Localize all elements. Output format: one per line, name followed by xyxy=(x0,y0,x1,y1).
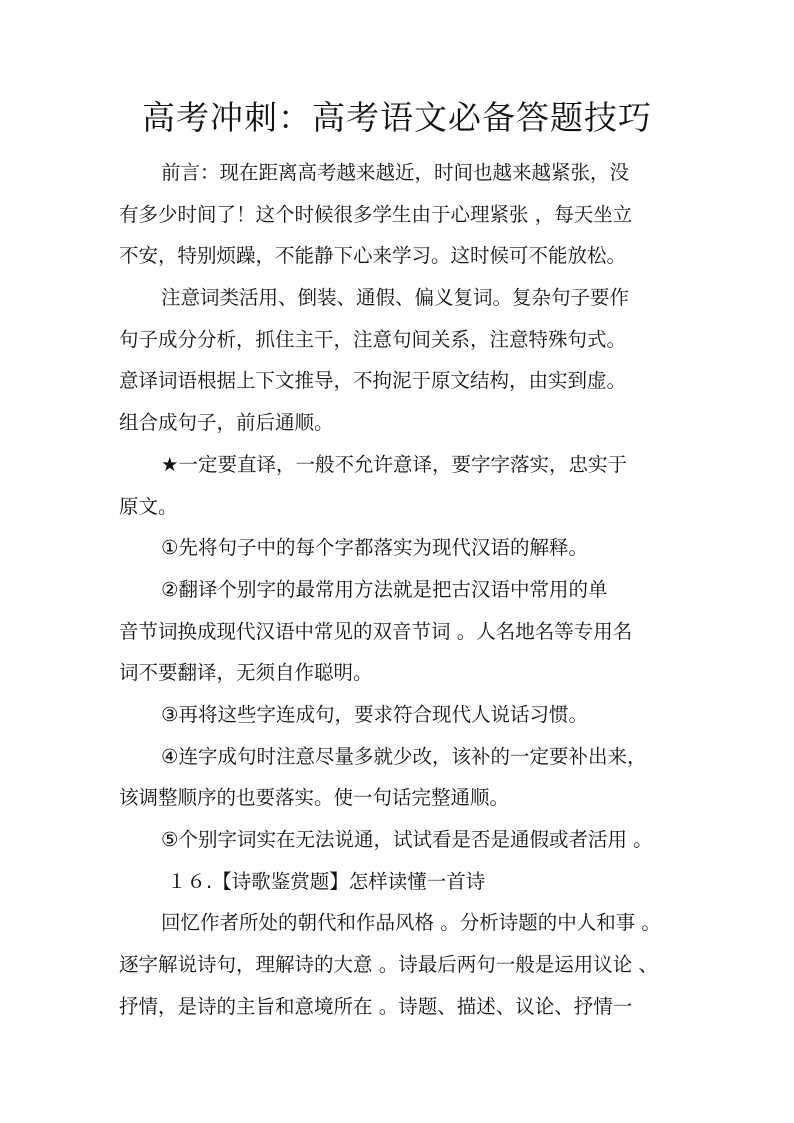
paragraph-line: ②翻译个别字的最常用方法就是把古汉语中常用的单 xyxy=(161,577,608,601)
paragraph-line: 词不要翻译，无须自作聪明。 xyxy=(119,661,373,685)
document-title: 高考冲刺：高考语文必备答题技巧 xyxy=(142,98,652,137)
paragraph-line: 句子成分分析，抓住主干，注意句间关系，注意特殊句式。 xyxy=(119,327,627,351)
paragraph-line: ④连字成句时注意尽量多就少改，该补的一定要补出来， xyxy=(161,744,647,768)
paragraph-line: ③再将这些字连成句，要求符合现代人说话习惯。 xyxy=(161,702,588,726)
document-body xyxy=(119,152,689,1027)
paragraph-line: 注意词类活用、倒装、通假、偏义复词。复杂句子要作 xyxy=(161,286,630,310)
paragraph-line: 有多少时间了！这个时候很多学生由于心理紧张 ，每天坐立 xyxy=(119,202,633,226)
paragraph-line: 原文。 xyxy=(119,494,178,518)
paragraph-line: 抒情，是诗的主旨和意境所在 。诗题、描述、议论、抒情一 xyxy=(119,994,633,1018)
paragraph-line: 不安，特别烦躁，不能静下心来学习。这时候可不能放松。 xyxy=(119,244,627,268)
paragraph-line: ★一定要直译，一般不允许意译，要字字落实，忠实于 xyxy=(161,452,627,476)
paragraph-line: 该调整顺序的也要落实。使一句话完整通顺。 xyxy=(119,786,510,810)
paragraph-line: 音节词换成现代汉语中常见的双音节词 。人名地名等专用名 xyxy=(119,619,633,643)
paragraph-line: 逐字解说诗句，理解诗的大意 。诗最后两句一般是运用议论 、 xyxy=(119,953,658,977)
section-heading: １６.【诗歌鉴赏题】怎样读懂一首诗 xyxy=(167,869,486,893)
paragraph-line: 前言：现在距离高考越来越近，时间也越来越紧张，没 xyxy=(161,161,630,184)
paragraph-line: 回忆作者所处的朝代和作品风格 。分析诗题的中人和事 。 xyxy=(161,911,661,935)
paragraph-line: 组合成句子，前后通顺。 xyxy=(119,411,334,435)
paragraph-line: ①先将句子中的每个字都落实为现代汉语的解释。 xyxy=(161,536,588,560)
paragraph-line: 意译词语根据上下文推导，不拘泥于原文结构，由实到虚。 xyxy=(119,369,627,393)
paragraph-line: ⑤个别字词实在无法说通，试试看是否是通假或者活用 。 xyxy=(161,828,653,851)
